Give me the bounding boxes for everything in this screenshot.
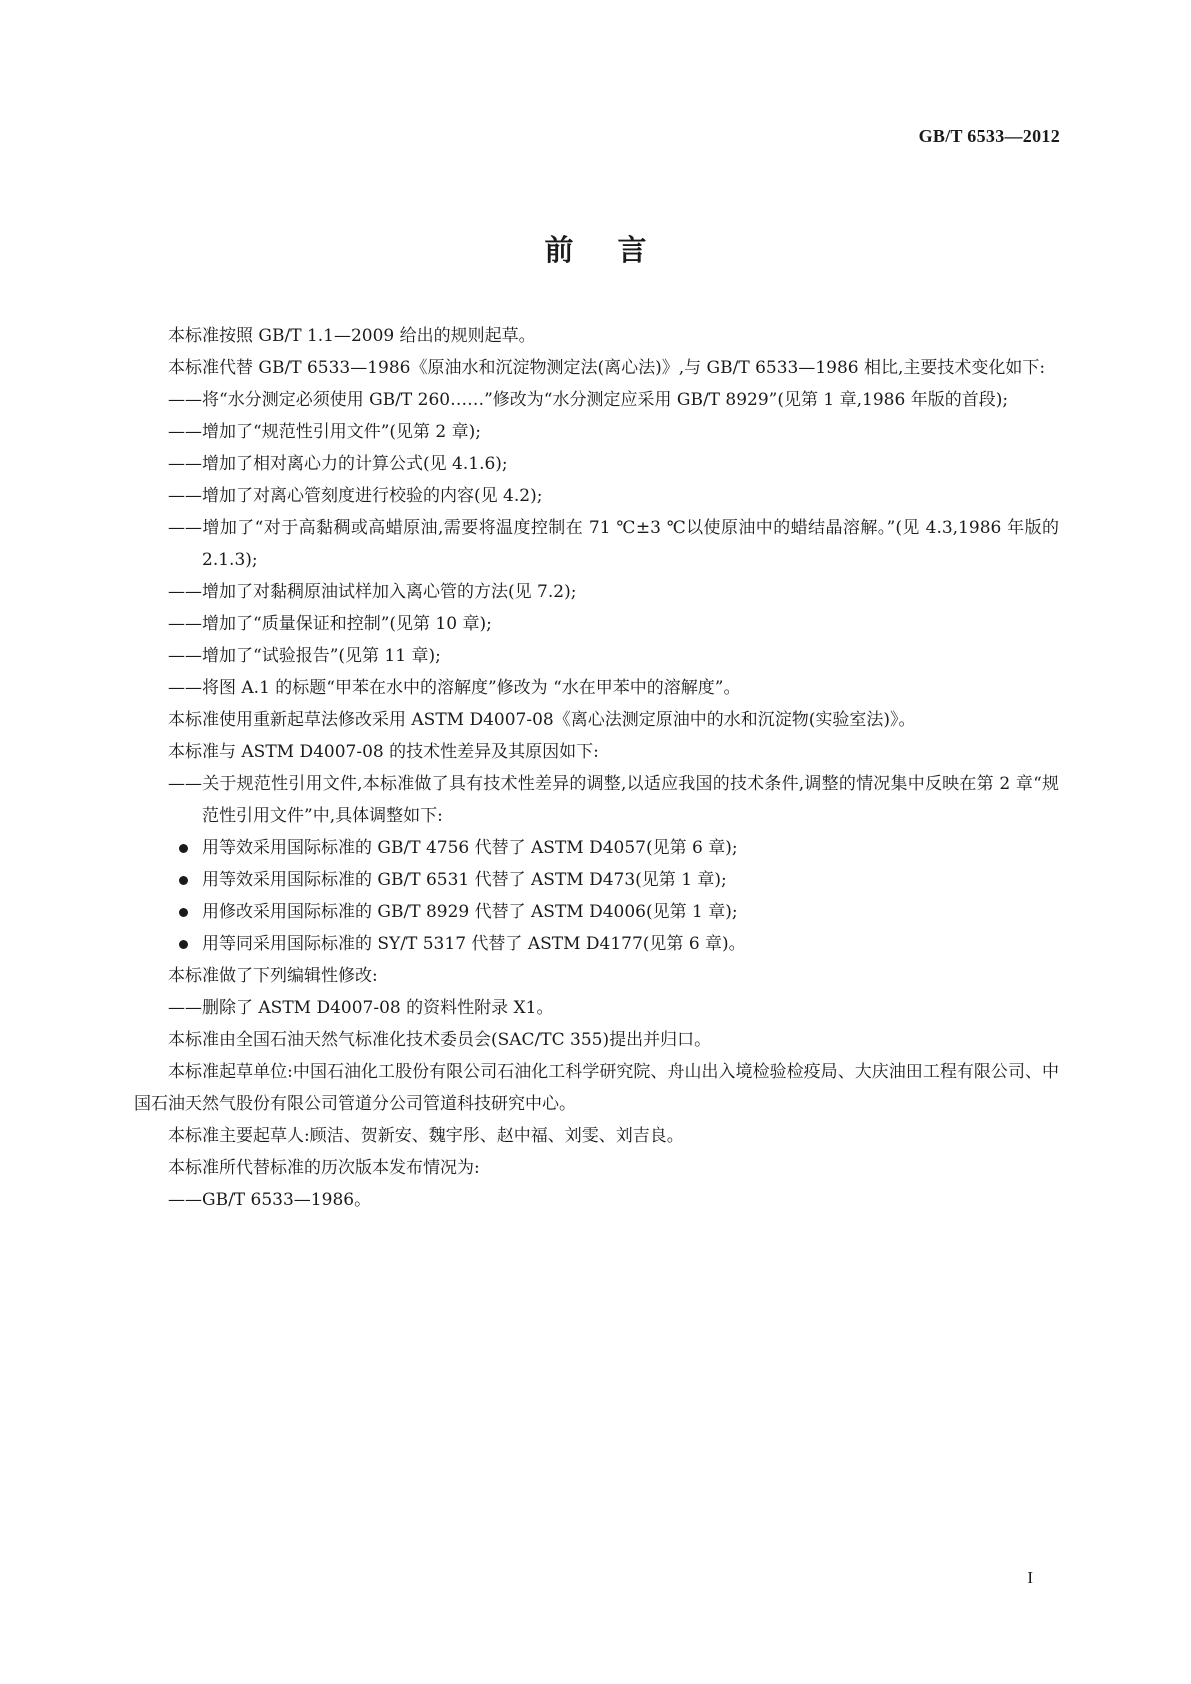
page-title: 前言 — [544, 233, 691, 267]
paragraph: 本标准做了下列编辑性修改: — [168, 966, 378, 986]
bullet-list-item — [134, 928, 1059, 960]
paragraph: 本标准与 ASTM D4007-08 的技术性差异及其原因如下: — [168, 742, 599, 762]
bullet-text: 用等效采用国际标准的 GB/T 6531 代替了 ASTM D473(见第 1 章); — [202, 870, 727, 890]
bullet-dot-icon — [179, 940, 188, 949]
paragraph: 本标准按照 GB/T 1.1—2009 给出的规则起草。 — [168, 326, 536, 346]
dash-list-item: ——增加了“质量保证和控制”(见第 10 章); — [168, 614, 492, 634]
document-body — [134, 320, 1059, 1216]
bullet-text: 用等效采用国际标准的 GB/T 4756 代替了 ASTM D4057(见第 6 章); — [202, 838, 738, 858]
paragraph: 本标准由全国石油天然气标准化技术委员会(SAC/TC 355)提出并归口。 — [168, 1030, 712, 1050]
bullet-text: 用修改采用国际标准的 GB/T 8929 代替了 ASTM D4006(见第 1 章); — [202, 902, 738, 922]
dash-list-item: ——将图 A.1 的标题“甲苯在水中的溶解度”修改为 “水在甲苯中的溶解度”。 — [168, 678, 741, 698]
bullet-list-item — [134, 864, 1059, 896]
bullet-dot-icon — [179, 844, 188, 853]
paragraph: 本标准主要起草人:顾洁、贺新安、魏宇彤、赵中福、刘雯、刘吉良。 — [168, 1126, 684, 1146]
dash-list-item: ——增加了“对于高黏稠或高蜡原油,需要将温度控制在 71 ℃±3 ℃以使原油中的蜡结晶溶解。”(见 4.3,1986 年版的 2.1.3); — [168, 518, 1059, 570]
bullet-dot-icon — [179, 908, 188, 917]
bullet-list-item — [134, 832, 1059, 864]
dash-list-item: ——关于规范性引用文件,本标准做了具有技术性差异的调整,以适应我国的技术条件,调整的情况集中反映在第 2 章“规范性引用文件”中,具体调整如下: — [168, 774, 1059, 826]
dash-list-item: ——增加了“试验报告”(见第 11 章); — [168, 646, 441, 666]
standard-number: GB/T 6533—2012 — [918, 126, 1060, 146]
paragraph: 本标准使用重新起草法修改采用 ASTM D4007-08《离心法测定原油中的水和沉淀物(实验室法)》。 — [168, 710, 916, 730]
dash-list-item: ——增加了对离心管刻度进行校验的内容(见 4.2); — [168, 486, 543, 506]
dash-list-item: ——增加了相对离心力的计算公式(见 4.1.6); — [168, 454, 508, 474]
paragraph: 本标准所代替标准的历次版本发布情况为: — [168, 1158, 480, 1178]
bullet-text: 用等同采用国际标准的 SY/T 5317 代替了 ASTM D4177(见第 6 章)。 — [202, 934, 746, 954]
dash-list-item: ——GB/T 6533—1986。 — [168, 1190, 372, 1210]
bullet-list-item — [134, 896, 1059, 928]
dash-list-item: ——将“水分测定必须使用 GB/T 260……”修改为“水分测定应采用 GB/T 8929”(见第 1 章,1986 年版的首段); — [168, 390, 1009, 410]
bullet-dot-icon — [179, 876, 188, 885]
page-number: I — [1027, 1568, 1033, 1587]
dash-list-item: ——删除了 ASTM D4007-08 的资料性附录 X1。 — [168, 998, 554, 1018]
dash-list-item: ——增加了“规范性引用文件”(见第 2 章); — [168, 422, 481, 442]
paragraph: 本标准起草单位:中国石油化工股份有限公司石油化工科学研究院、舟山出入境检验检疫局、大庆油田工程有限公司、中国石油天然气股份有限公司管道分公司管道科技研究中心。 — [134, 1062, 1059, 1114]
dash-list-item: ——增加了对黏稠原油试样加入离心管的方法(见 7.2); — [168, 582, 577, 602]
paragraph: 本标准代替 GB/T 6533—1986《原油水和沉淀物测定法(离心法)》,与 GB/T 6533—1986 相比,主要技术变化如下: — [168, 358, 1046, 378]
